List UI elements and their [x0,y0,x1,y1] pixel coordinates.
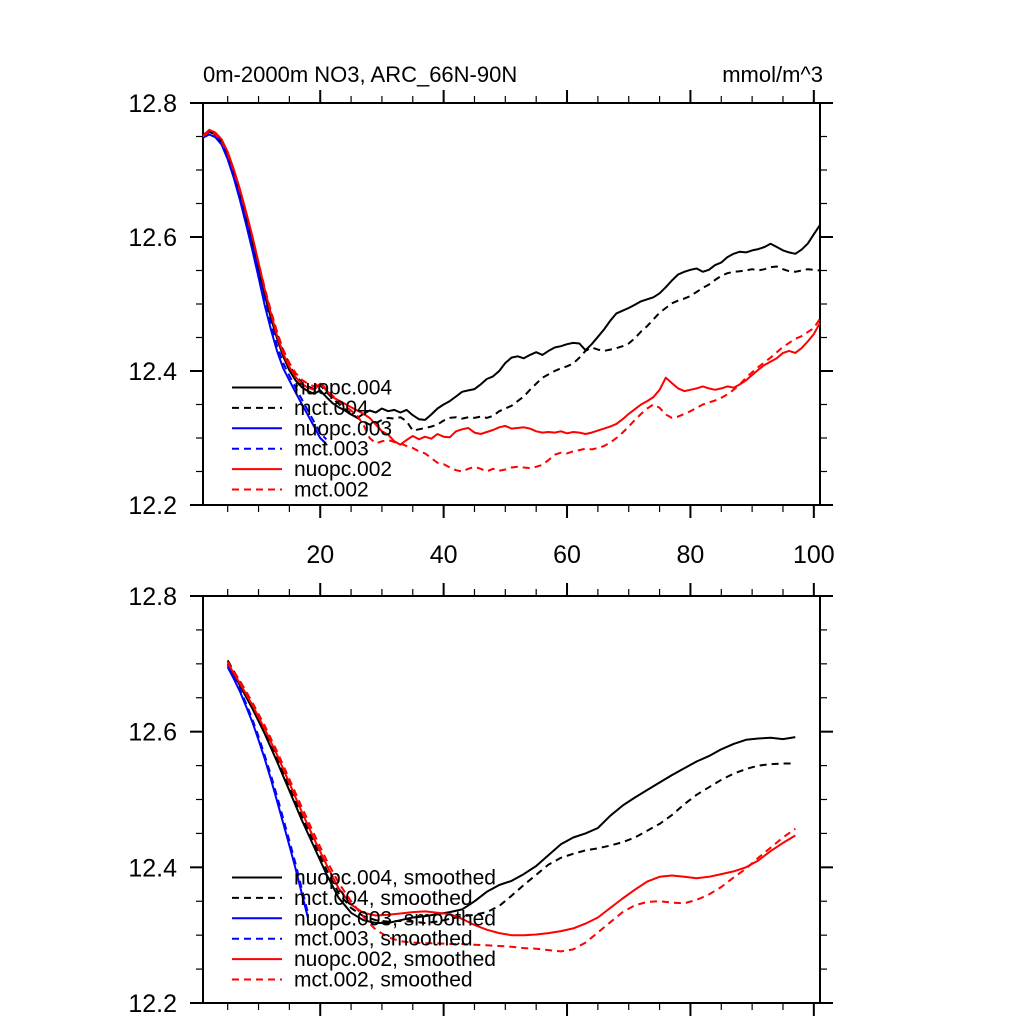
legend-label: mct.002 [294,478,369,502]
legend-label: nuopc.003 [294,417,393,441]
x-tick-label: 60 [553,541,581,569]
y-tick-label: 12.2 [128,492,177,520]
top-chart [128,90,834,569]
legend-label: nuopc.004 [294,376,393,400]
bottom-chart [128,583,833,1018]
legend-label: nuopc.002, smoothed [294,948,496,972]
y-tick-label: 12.4 [128,854,177,883]
y-tick-label: 12.8 [128,583,177,611]
legend-item [232,479,369,502]
legend-label: nuopc.004, smoothed [294,866,496,890]
top-chart-units-label: mmol/m^3 [722,62,823,87]
legend-item [232,969,473,992]
y-tick-label: 12.6 [128,718,177,747]
x-tick-label: 20 [306,541,335,569]
top-chart-title: 0m-2000m NO3, ARC_66N-90N [203,62,518,87]
x-tick-label: 100 [792,541,835,569]
legend-label: mct.003 [294,437,369,461]
legend-label: mct.002, smoothed [294,968,473,992]
x-tick-label: 80 [676,541,705,569]
x-tick-label: 40 [429,541,458,569]
legend-label: mct.004, smoothed [294,886,473,910]
y-tick-label: 12.8 [128,90,177,118]
y-tick-label: 12.2 [128,990,177,1018]
legend-label: nuopc.003, smoothed [294,907,496,931]
legend-label: nuopc.002 [294,458,393,482]
y-tick-label: 12.4 [128,358,177,386]
legend-label: mct.003, smoothed [294,927,473,951]
legend-label: mct.004 [294,396,369,420]
y-tick-label: 12.6 [128,224,177,252]
